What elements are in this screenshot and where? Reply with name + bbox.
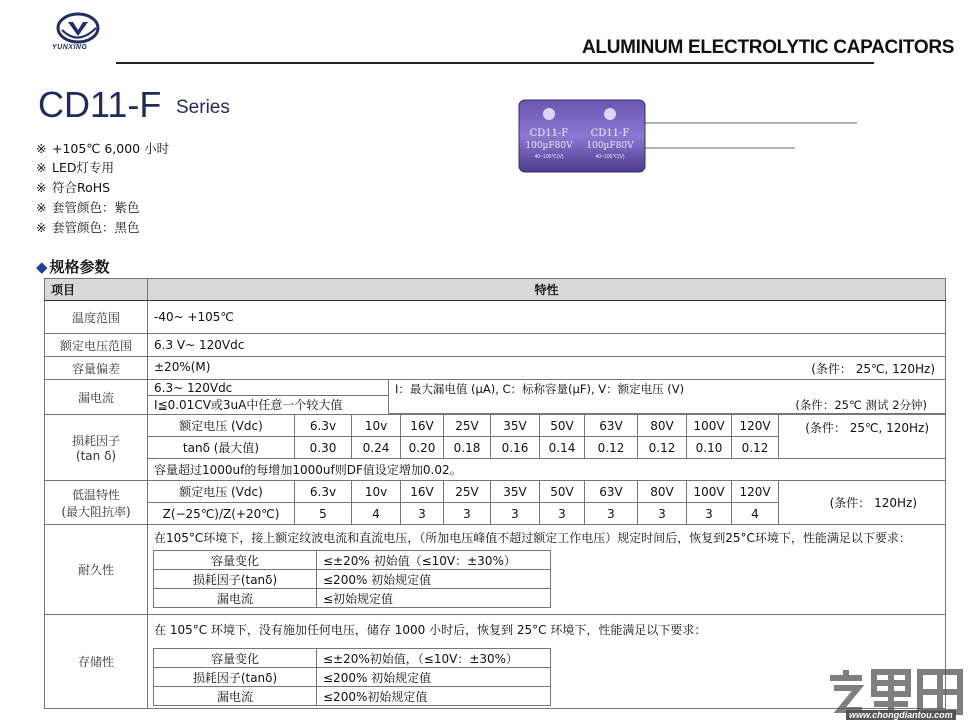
endurance-subtable: 容量变化 ≤±20% 初始值（≤10V：±30%） 损耗因子(tanδ) ≤200% 初始规定值 漏电流 ≤初始规定值 — [153, 550, 551, 608]
cell-value: (条件： 25℃, 120Hz) ±20%(M) — [148, 357, 946, 380]
svg-text:100µF80V: 100µF80V — [525, 141, 573, 151]
low-temp-cell: 额定电压 (Vdc) 6.3v 10v 16V 25V 35V 50V 63V 80V 100V 120V (条件： 120Hz) Z(−25℃)/Z(+20℃) 5 4 3 3 3 3 3 3 3 4 — [148, 481, 946, 525]
feature-item: ※ LED灯专用 — [36, 160, 114, 175]
column-header: 特性 — [148, 279, 946, 301]
svg-text:CD11-F: CD11-F — [590, 128, 630, 139]
cell-value: -40~ +105℃ — [148, 301, 946, 334]
capacitor-image — [515, 96, 860, 176]
row-label: 额定电压范围 — [45, 334, 148, 357]
header-divider — [116, 62, 874, 64]
series-name: CD11-F — [38, 84, 162, 125]
row-label: 温度范围 — [45, 301, 148, 334]
site-watermark-url: www.chongdiantou.com — [846, 710, 956, 720]
leakage-cell: 6.3~ 120Vdc I：最大漏电值 (µA), C：标称容量(µF), V：额定电压 (V) (条件：25℃ 测试 2分钟) I≦0.01CV或3uA中任意一个较大值 — [148, 380, 946, 415]
brand-name: YUNXING — [52, 44, 88, 51]
row-label: 耐久性 — [45, 525, 148, 615]
table-row — [45, 301, 946, 334]
svg-text:40~105℃(V): 40~105℃(V) — [595, 154, 625, 160]
row-label: 存储性 — [45, 615, 148, 709]
cell-value: 6.3 V~ 120Vdc — [148, 334, 946, 357]
row-label: 低温特性 (最大阻抗率) — [45, 481, 148, 525]
spec-table — [44, 278, 946, 709]
feature-item: ※ 套管颜色：紫色 — [36, 200, 140, 215]
series-suffix: Series — [176, 97, 230, 118]
table-row — [45, 357, 946, 380]
section-heading: ◆ 规格参数 — [36, 258, 110, 276]
table-row — [45, 525, 946, 615]
svg-text:40~105℃(V): 40~105℃(V) — [534, 154, 564, 160]
row-label: 容量偏差 — [45, 357, 148, 380]
feature-item: ※ 套管颜色：黑色 — [36, 220, 140, 235]
document-title: ALUMINUM ELECTROLYTIC CAPACITORS — [582, 37, 955, 58]
svg-text:100µF80V: 100µF80V — [586, 141, 634, 151]
table-row — [45, 415, 946, 481]
table-row — [45, 380, 946, 415]
table-row — [45, 481, 946, 525]
endurance-cell: 在105°C环境下，接上额定纹波电流和直流电压，（所加电压峰值不超过额定工作电压）规定时间后，恢复到25°C环境下，性能满足以下要求： 容量变化 ≤±20% 初始值（≤10V：±30%） 损耗因子(tanδ) ≤200% 初始规定值 漏电流 ≤初始规定值 — [148, 525, 946, 615]
row-label: 损耗因子 (tan δ) — [45, 415, 148, 481]
table-row — [45, 615, 946, 709]
row-label: 漏电流 — [45, 380, 148, 415]
storage-subtable: 容量变化 ≤±20%初始值，（≤10V：±30%） 损耗因子(tanδ) ≤200% 初始规定值 漏电流 ≤200%初始规定值 — [153, 648, 551, 706]
table-row — [45, 334, 946, 357]
svg-text:CD11-F: CD11-F — [529, 128, 569, 139]
feature-item: ※ +105℃ 6,000 小时 — [36, 141, 170, 156]
feature-item: ※ 符合RoHS — [36, 180, 111, 195]
storage-cell: 在 105°C 环境下，没有施加任何电压，储存 1000 小时后，恢复到 25°C 环境下，性能满足以下要求： 容量变化 ≤±20%初始值，（≤10V：±30%） 损耗因子(tanδ) ≤200% 初始规定值 漏电流 ≤200%初始规定值 — [148, 615, 946, 709]
dissipation-cell: 额定电压 (Vdc) 6.3v 10v 16V 25V 35V 50V 63V 80V 100V 120V (条件： 25℃, 120Hz) tanδ (最大值) 0.30 0.24 0.20 0.18 0.16 0.14 0.12 0.12 0.10 0.12 容量超过1000uf的每增加1000uf则DF值设定增加0.02。 — [148, 415, 946, 481]
column-header: 项目 — [45, 279, 148, 301]
